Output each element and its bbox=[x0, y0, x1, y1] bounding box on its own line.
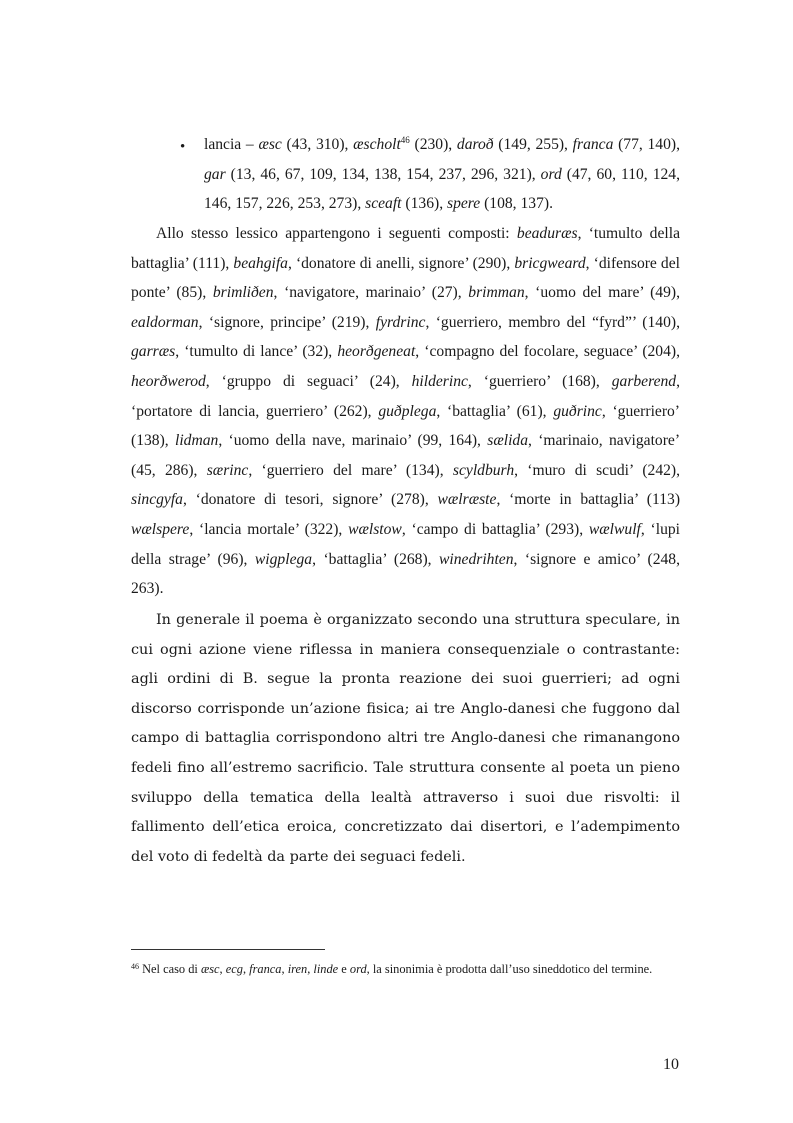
footnote-text bbox=[139, 962, 652, 976]
paragraph1-term: ealdorman bbox=[131, 313, 199, 331]
paragraph1-text: , ‘battaglia’ (61), bbox=[436, 402, 554, 420]
bullet-term: æsc bbox=[258, 136, 282, 153]
paragraph1-term: wigplega bbox=[254, 550, 313, 568]
paragraph1-term: beaduræs bbox=[516, 225, 578, 242]
bullet-text: (13, 46, 67, 109, 134, 138, 154, 237, 296, 321), bbox=[225, 165, 541, 183]
paragraph1-term: brimliðen bbox=[212, 284, 274, 302]
paragraph1-term: guðrinc bbox=[553, 402, 602, 420]
paragraph1-text: Allo stesso lessico appartengono i seguenti composti: bbox=[156, 225, 517, 242]
footnote-text: , la sinonimia è prodotta dall’uso sineddotico del termine. bbox=[366, 962, 653, 976]
bullet-text: (47, 60, 110, 124, 146, 157, 226, 253, 273), bbox=[204, 165, 680, 212]
paragraph1-term: wælwulf bbox=[588, 520, 641, 538]
paragraph1-text: , ‘difensore del ponte’ (85), bbox=[131, 254, 680, 302]
paragraph1-term: lidman bbox=[174, 432, 219, 450]
paragraph1-text: , ‘muro di scudi’ (242), bbox=[514, 461, 681, 479]
bullet-term: æscholt bbox=[353, 136, 401, 153]
bullet-text: (108, 137). bbox=[480, 195, 553, 212]
bullet-text: (77, 140), bbox=[613, 136, 680, 153]
paragraph1-text: , ‘marinaio, navigatore’ (45, 286), bbox=[131, 432, 681, 479]
bullet-term: sceaft bbox=[365, 195, 402, 212]
bullet-term: daroð bbox=[456, 136, 494, 153]
footnote-text: , bbox=[307, 962, 314, 976]
paragraph1-text: , ‘uomo del mare’ (49), bbox=[524, 284, 680, 302]
bullet-text: (136), bbox=[401, 195, 447, 212]
paragraph1-term: wælstow bbox=[348, 520, 402, 538]
paragraph1-text: , ‘morte in battaglia’ (113) bbox=[496, 491, 681, 509]
paragraph1-text: , ‘signore, principe’ (219), bbox=[198, 313, 376, 331]
footnote-term: iren bbox=[287, 962, 308, 976]
paragraph1-term: særinc bbox=[206, 461, 249, 479]
bullet-term: spere bbox=[447, 195, 481, 212]
paragraph1-term: sincgyfa bbox=[131, 491, 183, 509]
paragraph1-term: sælida bbox=[487, 432, 528, 450]
paragraph1-text: , ‘gruppo di seguaci’ (24), bbox=[205, 372, 412, 390]
paragraph1-text: , ‘lupi della strage’ (96), bbox=[131, 520, 680, 568]
bullet-marker: • bbox=[180, 139, 186, 155]
paragraph1-text: , ‘guerriero’ (168), bbox=[467, 372, 612, 390]
paragraph1-term: wælræste bbox=[437, 491, 497, 509]
paragraph1-text: , ‘portatore di lancia, guerriero’ (262), bbox=[131, 372, 681, 420]
paragraph1-text: , ‘guerriero’ (138), bbox=[131, 402, 681, 450]
paragraph1-term: beahgifa bbox=[233, 254, 288, 272]
footnote-term: linde bbox=[313, 962, 339, 976]
paragraph1-term: winedrihten bbox=[439, 550, 514, 568]
paragraph1-term: scyldburh bbox=[452, 461, 515, 479]
paragraph1-text: , ‘donatore di anelli, signore’ (290), bbox=[287, 254, 515, 272]
paragraph1-text: , ‘donatore di tesori, signore’ (278), bbox=[182, 491, 438, 509]
footnote-term: ecg bbox=[225, 962, 243, 976]
paragraph1-text: , ‘battaglia’ (268), bbox=[312, 550, 440, 568]
paragraph1-term: garræs bbox=[131, 343, 176, 361]
paragraph1-text: , ‘signore e amico’ (248, 263). bbox=[131, 550, 680, 598]
bullet-term: gar bbox=[204, 165, 226, 183]
bullet-term: franca bbox=[572, 136, 614, 153]
bullet-text: (43, 310), bbox=[281, 136, 354, 153]
paragraph1-text: , ‘guerriero, membro del “fyrd”’ (140), bbox=[425, 313, 680, 331]
paragraph1-term: guðplega bbox=[378, 402, 437, 420]
paragraph1-term: brimman bbox=[468, 284, 525, 302]
footnote-46 bbox=[131, 957, 680, 979]
paragraph1-text: , ‘navigatore, marinaio’ (27), bbox=[273, 284, 469, 302]
paragraph1-text: , ‘campo di battaglia’ (293), bbox=[401, 520, 589, 538]
bullet-term: ord bbox=[540, 165, 562, 183]
footnote-text: , bbox=[219, 962, 226, 976]
paragraph1-term: fyrdrinc bbox=[375, 313, 426, 331]
footnote-term: æsc bbox=[200, 962, 220, 976]
paragraph1-term: heorðgeneat bbox=[337, 343, 416, 361]
footnote-term: ord bbox=[349, 962, 367, 976]
footnote-separator bbox=[131, 949, 325, 950]
footnote-ref-46: 46 bbox=[400, 135, 410, 145]
footnote-text: Nel caso di bbox=[139, 962, 201, 976]
footnote-text: , bbox=[242, 962, 250, 976]
paragraph1-term: garberend bbox=[611, 372, 677, 390]
paragraph1-text: , ‘uomo della nave, marinaio’ (99, 164), bbox=[218, 432, 488, 450]
paragraph1-text: , ‘tumulto della battaglia’ (111), bbox=[131, 225, 680, 272]
page-number: 10 bbox=[663, 1056, 679, 1073]
footnote-text: e bbox=[338, 962, 350, 976]
paragraph1-text: , ‘compagno del focolare, seguace’ (204), bbox=[415, 343, 680, 361]
paragraph1-term: heorðwerod bbox=[131, 372, 206, 390]
footnote-term: franca bbox=[249, 962, 282, 976]
bullet-intro: lancia – bbox=[204, 136, 259, 153]
bullet-text: (230), bbox=[409, 136, 457, 153]
paragraph1-text: , ‘guerriero del mare’ (134), bbox=[248, 461, 453, 479]
paragraph1-term: wælspere bbox=[131, 520, 190, 538]
paragraph-compounds bbox=[131, 219, 680, 604]
paragraph1-text: , ‘tumulto di lance’ (32), bbox=[175, 343, 338, 361]
bullet-item-lancia bbox=[204, 130, 680, 219]
bullet-terms bbox=[204, 136, 680, 212]
paragraph1-term: bricgweard bbox=[514, 254, 586, 272]
bullet-text: (149, 255), bbox=[493, 136, 573, 153]
footnote-text: , bbox=[281, 962, 288, 976]
paragraph1-text: , ‘lancia mortale’ (322), bbox=[189, 520, 349, 538]
paragraph1-term: hilderinc bbox=[411, 372, 468, 390]
footnote-number: 46 bbox=[131, 962, 139, 971]
paragraph-structure: In generale il poema è organizzato secondo una struttura speculare, in cui ogni azione viene riflessa in maniera consequenziale o contrastante: agli ordini di B. segue la pronta reazione dei suoi guerrieri; ad ogni discorso corrisponde un’azione fisica; ai tre Anglo-danesi che fuggono dal campo di battaglia corrispondono altri tre Anglo-danesi che rimanangono fedeli fino all’estremo sacrificio. Tale struttura consente al poeta un pieno sviluppo della tematica della lealtà attraverso i suoi due risvolti: il fallimento dell’etica eroica, concretizzato dai disertori, e l’adempimento del voto di fedeltà da parte dei seguaci fedeli. bbox=[131, 612, 680, 865]
